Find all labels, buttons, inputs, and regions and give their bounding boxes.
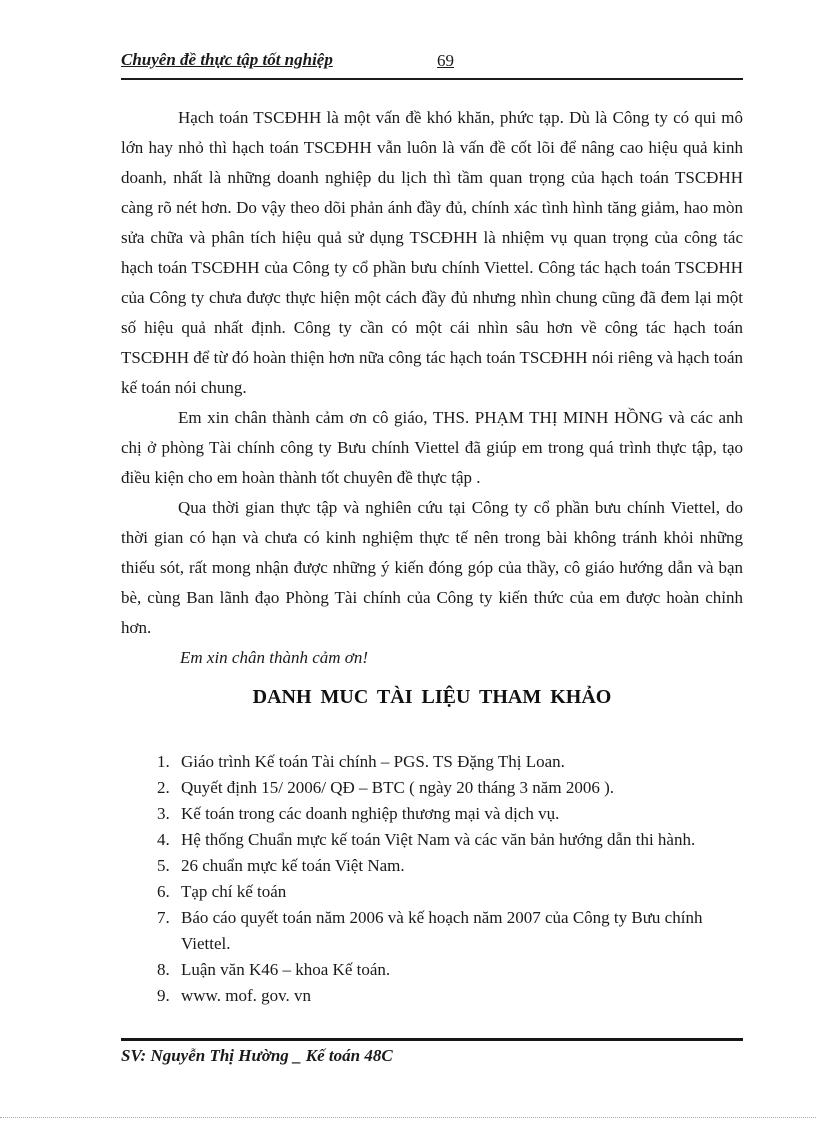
- reference-number: 9.: [157, 986, 170, 1005]
- reference-text: www. mof. gov. vn: [181, 986, 312, 1005]
- reference-item: [157, 983, 743, 1009]
- reference-text: Hệ thống Chuẩn mực kế toán Việt Nam và các văn bản hướng dẫn thi hành.: [181, 830, 696, 849]
- page-content: [121, 103, 743, 1009]
- reference-number: 7.: [157, 908, 170, 927]
- reference-number: 3.: [157, 804, 170, 823]
- reference-text: Kế toán trong các doanh nghiệp thương mại và dịch vụ.: [181, 804, 560, 823]
- bottom-dotted-line: [0, 1117, 816, 1118]
- page-header: [121, 50, 743, 80]
- body-paragraph-1: Hạch toán TSCĐHH là một vấn đề khó khăn, phức tạp. Dù là Công ty có qui mô lớn hay nhỏ thì hạch toán TSCĐHH vẫn luôn là vấn đề cốt lõi để nâng cao hiệu quả kinh doanh, nhất là những doanh nghiệp du lịch thì tầm quan trọng của hạch toán TSCĐHH càng rõ nét hơn. Do vậy theo dõi phản ánh đầy đủ, chính xác tình hình tăng giảm, hao mòn sửa chữa và phân tích hiệu quả sử dụng TSCĐHH là nhiệm vụ quan trọng của công tác hạch toán TSCĐHH của Công ty cổ phần bưu chính Viettel. Công tác hạch toán TSCĐHH của Công ty chưa được thực hiện một cách đầy đủ nhưng nhìn chung cũng đã đem lại một số hiệu quả nhất định. Công ty cần có một cái nhìn sâu hơn về công tác hạch toán TSCĐHH để từ đó hoàn thiện hơn nữa công tác hạch toán TSCĐHH nói riêng và hạch toán kế toán nói chung.: [121, 108, 743, 397]
- reference-number: 2.: [157, 778, 170, 797]
- reference-number: 8.: [157, 960, 170, 979]
- reference-number: 6.: [157, 882, 170, 901]
- reference-item: [157, 775, 743, 801]
- reference-text: 26 chuẩn mực kế toán Việt Nam.: [181, 856, 405, 875]
- reference-text: Quyết định 15/ 2006/ QĐ – BTC ( ngày 20 tháng 3 năm 2006 ).: [181, 778, 614, 797]
- body-paragraph-2: Em xin chân thành cảm ơn cô giáo, THS. PHẠM THỊ MINH HỒNG và các anh chị ở phòng Tài chính công ty Bưu chính Viettel đã giúp em trong quá trình thực tập, tạo điều kiện cho em hoàn thành tốt chuyên đề thực tập .: [121, 408, 743, 487]
- reference-item: [157, 827, 743, 853]
- reference-text: Luận văn K46 – khoa Kế toán.: [181, 960, 391, 979]
- header-title: Chuyên đề thực tập tốt nghiệp: [121, 50, 333, 69]
- reference-item: [157, 749, 743, 775]
- page-number: 69: [437, 51, 454, 70]
- closing-line: Em xin chân thành cảm ơn!: [180, 648, 369, 667]
- footer-student-line: SV: Nguyễn Thị Hường _ Kế toán 48C: [121, 1046, 393, 1065]
- reference-text: Giáo trình Kế toán Tài chính – PGS. TS Đặng Thị Loan.: [181, 752, 565, 771]
- reference-number: 5.: [157, 856, 170, 875]
- reference-item: [157, 905, 743, 957]
- page-footer: [121, 1038, 743, 1066]
- reference-number: 4.: [157, 830, 170, 849]
- reference-text: Tạp chí kế toán: [181, 882, 287, 901]
- references-list: [121, 749, 743, 1009]
- reference-item: [157, 801, 743, 827]
- body-paragraph-3: Qua thời gian thực tập và nghiên cứu tại Công ty cổ phần bưu chính Viettel, do thời gian có hạn và chưa có kinh nghiệm thực tế nên trong bài không tránh khỏi những thiếu sót, rất mong nhận được những ý kiến đóng góp của thầy, cô giáo hướng dẫn và bạn bè, cùng Ban lãnh đạo Phòng Tài chính của Công ty kiến thức của em được hoàn chỉnh hơn.: [121, 498, 743, 637]
- reference-number: 1.: [157, 752, 170, 771]
- reference-text: Báo cáo quyết toán năm 2006 và kế hoạch năm 2007 của Công ty Bưu chính Viettel.: [181, 908, 703, 953]
- reference-item: [157, 879, 743, 905]
- reference-item: [157, 853, 743, 879]
- reference-item: [157, 957, 743, 983]
- references-heading: DANH MUC TÀI LIỆU THAM KHẢO: [252, 686, 612, 708]
